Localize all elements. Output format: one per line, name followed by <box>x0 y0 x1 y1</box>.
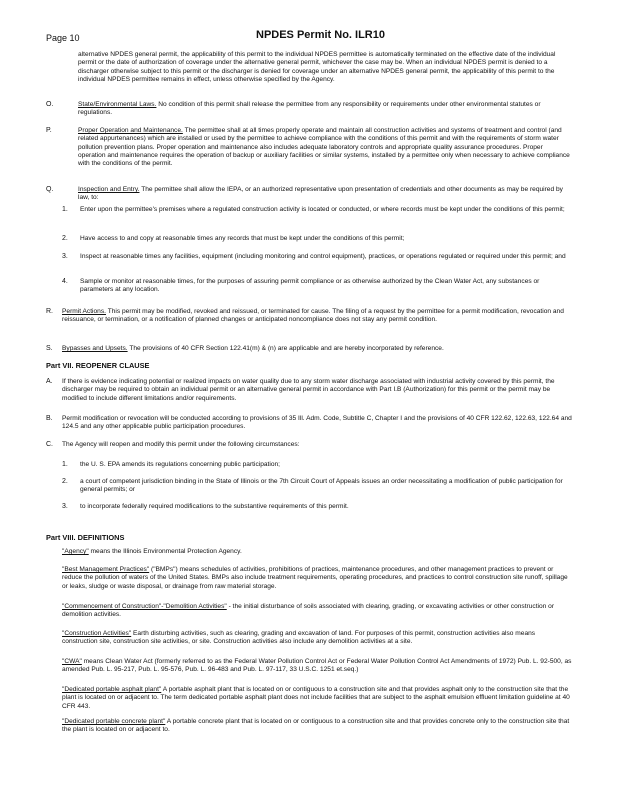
definition-term: "Commencement of Construction"-"Demolition Activities" <box>62 603 227 610</box>
item-q-text: The permittee shall allow the IEPA, or an authorized representative upon presentation of credentials and other documents as may be required by law, to: <box>78 186 563 202</box>
reopener-item-marker: B. <box>46 415 53 422</box>
reopener-subitem-marker: 1. <box>62 461 68 468</box>
part-viii-heading: Part VIII. DEFINITIONS <box>46 533 125 542</box>
item-o-text: No condition of this permit shall release the permittee from any responsibility or requirements under other environmental statutes or regulations. <box>78 101 541 117</box>
definition-text: A portable concrete plant that is located on or contiguous to a construction site and that provides concrete only to the construction site that the plant is located on or adjacent to. <box>62 718 570 734</box>
item-p-text: The permittee shall at all times properly operate and maintain all construction activities and systems of treatment and control (and related appurtenances) which are installed or used by the permittee to achieve compliance with the conditions of this permit and with the requirements of storm water pollution prevention plans. Proper operation and maintenance also includes adequate laboratory controls and appropriate quality assurance procedures. Proper operation and maintenance requires the operation of backup or auxiliary facilities or similar systems, installed by a permittee only when necessary to achieve compliance with the conditions of the permit. <box>78 127 570 168</box>
reopener-subitem: a court of competent jurisdiction binding in the State of Illinois or the 7th Circuit Court of Appeals issues an order necessitating a modification of public participation for general permits; or <box>80 478 563 494</box>
permit-title: NPDES Permit No. ILR10 <box>256 29 385 41</box>
inspection-subitem: Enter upon the permittee's premises where a regulated construction activity is located or conducted, or where records must be kept under the conditions of this permit; <box>80 206 565 213</box>
definition-text: Earth disturbing activities, such as clearing, grading and excavation of land. For purposes of this permit, construction activities also means construction site, construction site activities, or site. Construction activities also include any demolition activities at a site. <box>62 630 536 646</box>
reopener-subitem-marker: 3. <box>62 503 68 510</box>
definition-term: "Dedicated portable concrete plant" <box>62 718 166 725</box>
definition-term: "Agency" <box>62 548 89 555</box>
definition-text: - the initial disturbance of soils associated with clearing, grading, or excavating activities or other construction or demolition activities. <box>62 603 555 619</box>
definition-text: A portable asphalt plant that is located on or contiguous to a construction site and that provides asphalt only to the construction site that the plant is located on or adjacent to. The term dedicated portable asphalt plant does not include facilities that are subject to the asphalt emulsion effluent limitation guideline at 40 CFR 443. <box>62 686 570 710</box>
inspection-subitem: Have access to and copy at reasonable times any records that must be kept under the conditions of this permit; <box>80 235 405 242</box>
item-p-title: Proper Operation and Maintenance. <box>78 127 183 134</box>
definition-text: means the Illinois Environmental Protection Agency. <box>90 548 242 555</box>
inspection-subitem-marker: 4. <box>62 278 68 285</box>
definition-term: "CWA" <box>62 658 82 665</box>
reopener-item: If there is evidence indicating potential or realized impacts on water quality due to any storm water discharge associated with industrial activity covered by this permit, the discharger may be required to obtain an individual permit or an alternative general permit in accordance with Part I.B (Authorization) for this permit or the permit may be modified to include different limitations and/or requirements. <box>62 378 555 402</box>
intro-continuation: alternative NPDES general permit, the applicability of this permit to the individual NPDES permittee is automatically terminated on the effective date of the individual permit or the date of authorization of coverage under the alternative general permit, whichever the case may be. When an individual NPDES permit is denied to a discharger otherwise subject to this permit or the discharger is denied for coverage under an alternative NPDES general permit, the applicability of this permit to the individual NPDES permittee remains in effect, unless otherwise specified by the Agency. <box>78 51 556 83</box>
item-r-text: This permit may be modified, revoked and reissued, or terminated for cause. The filing of a request by the permittee for a permit modification, revocation and reissuance, or termination, or a notification of planned changes or anticipated noncompliance does not stay any permit condition. <box>62 308 564 324</box>
definition <box>62 658 572 675</box>
item-s <box>62 345 572 353</box>
definition-text: ("BMPs") means schedules of activities, prohibitions of practices, maintenance procedures, and other management practices to prevent or reduce the pollution of waters of the United States. BMPs also include treatment requirements, operating procedures, and practices to control construction site runoff, spillage or leaks, sludge or waste disposal, or drainage from raw material storage. <box>62 566 568 590</box>
definition-term: "Construction Activities" <box>62 630 132 637</box>
item-o-marker: O. <box>46 101 54 108</box>
definition-text: means Clean Water Act (formerly referred to as the Federal Water Pollution Control Act or Federal Water Pollution Control Act Amendments of 1972) Pub. L. 92-500, as amended Pub. L. 95-217, Pub. L. 95-576, Pub. L. 96-483 and Pub. L. 97-117, 33 U.S.C. 1251 et.seq.) <box>62 658 572 674</box>
reopener-item: Permit modification or revocation will be conducted according to provisions of 35 Ill. Adm. Code, Subtitle C, Chapter I and the provisions of 40 CFR 122.62, 122.63, 122.64 and 124.5 and any other applicable public participation procedures. <box>62 415 572 431</box>
item-r-marker: R. <box>46 308 53 315</box>
inspection-subitem: Inspect at reasonable times any facilities, equipment (including monitoring and control equipment), practices, or operations regulated or required under this permit; and <box>80 253 566 260</box>
definition-term: "Best Management Practices" <box>62 566 150 573</box>
part-vii-heading: Part VII. REOPENER CLAUSE <box>46 361 150 370</box>
item-q-marker: Q. <box>46 186 54 193</box>
item-q-title: Inspection and Entry. <box>78 186 140 193</box>
item-s-text: The provisions of 40 CFR Section 122.41(m) & (n) are applicable and are hereby incorporated by reference. <box>129 345 444 352</box>
reopener-subitem: the U. S. EPA amends its regulations concerning public participation; <box>80 461 280 468</box>
item-p-marker: P. <box>46 127 52 134</box>
reopener-subitem: to incorporate federally required modifications to the substantive requirements of this permit. <box>80 503 349 510</box>
inspection-subitem-marker: 3. <box>62 253 68 260</box>
definition <box>62 566 572 591</box>
definition <box>62 630 572 647</box>
inspection-subitem-marker: 2. <box>62 235 68 242</box>
definition <box>62 548 572 556</box>
reopener-item: The Agency will reopen and modify this permit under the following circumstances: <box>62 441 300 448</box>
item-q <box>78 186 572 203</box>
item-s-title: Bypasses and Upsets. <box>62 345 128 352</box>
definition <box>62 718 572 735</box>
definition <box>62 603 572 620</box>
page-number: Page 10 <box>46 33 80 43</box>
item-o <box>78 101 572 118</box>
inspection-subitem-marker: 1. <box>62 206 68 213</box>
item-r-title: Permit Actions. <box>62 308 106 315</box>
definition-term: "Dedicated portable asphalt plant" <box>62 686 162 693</box>
reopener-subitem-marker: 2. <box>62 478 68 485</box>
definition <box>62 686 572 711</box>
reopener-item-marker: C. <box>46 441 53 448</box>
reopener-item-marker: A. <box>46 378 53 385</box>
item-p <box>78 127 572 168</box>
item-s-marker: S. <box>46 345 53 352</box>
item-r <box>62 308 572 325</box>
item-o-title: State/Environmental Laws. <box>78 101 157 108</box>
inspection-subitem: Sample or monitor at reasonable times, for the purposes of assuring permit compliance or as otherwise authorized by the Clean Water Act, any substances or parameters at any location. <box>80 278 540 294</box>
